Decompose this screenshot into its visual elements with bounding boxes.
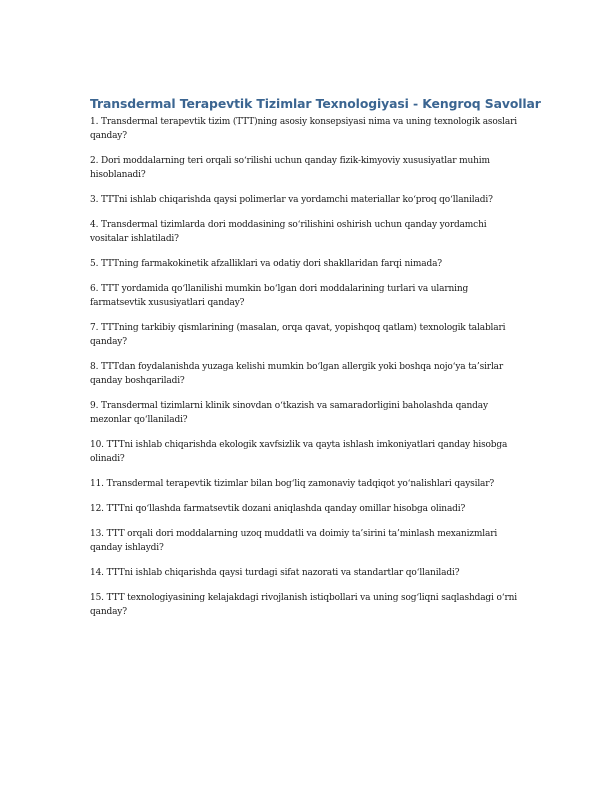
- question-item: 2. Dori moddalarning teri orqali so‘rilishi uchun qanday fizik-kimyoviy xususiyatlar muhim hisoblanadi?: [90, 156, 490, 180]
- document-title: Transdermal Terapevtik Tizimlar Texnologiyasi - Kengroq Savollar: [90, 96, 541, 111]
- question-item: 13. TTT orqali dori moddalarning uzoq muddatli va doimiy ta’sirini ta’minlash mexanizmlari qanday ishlaydi?: [90, 529, 498, 553]
- question-item: 1. Transdermal terapevtik tizim (TTT)ning asosiy konsepsiyasi nima va uning texnologik asoslari qanday?: [90, 117, 517, 141]
- question-item: 3. TTTni ishlab chiqarishda qaysi polimerlar va yordamchi materiallar ko‘proq qo‘llaniladi?: [90, 195, 493, 205]
- question-item: 7. TTTning tarkibiy qismlarining (masalan, orqa qavat, yopishqoq qatlam) texnologik talablari qanday?: [90, 323, 506, 347]
- document-body: [90, 96, 541, 630]
- question-item: 5. TTTning farmakokinetik afzalliklari va odatiy dori shakllaridan farqi nimada?: [90, 259, 442, 269]
- question-item: 4. Transdermal tizimlarda dori moddasining so‘rilishini oshirish uchun qanday yordamchi vositalar ishlatiladi?: [90, 220, 487, 244]
- question-item: 6. TTT yordamida qo‘llanilishi mumkin bo‘lgan dori moddalarining turlari va ularning farmatsevtik xususiyatlari qanday?: [90, 284, 469, 308]
- question-item: 14. TTTni ishlab chiqarishda qaysi turdagi sifat nazorati va standartlar qo‘llaniladi?: [90, 568, 460, 578]
- question-item: 11. Transdermal terapevtik tizimlar bilan bog‘liq zamonaviy tadqiqot yo‘nalishlari qaysilar?: [90, 479, 495, 489]
- question-item: 9. Transdermal tizimlarni klinik sinovdan o‘tkazish va samaradorligini baholashda qanday mezonlar qo‘llaniladi?: [90, 401, 488, 425]
- question-item: 8. TTTdan foydalanishda yuzaga kelishi mumkin bo‘lgan allergik yoki boshqa nojo‘ya ta’sirlar qanday boshqariladi?: [90, 362, 504, 386]
- question-item: 15. TTT texnologiyasining kelajakdagi rivojlanish istiqbollari va uning sog‘liqni saqlashdagi o‘rni qanday?: [90, 593, 517, 617]
- question-item: 10. TTTni ishlab chiqarishda ekologik xavfsizlik va qayta ishlash imkoniyatlari qanday hisobga olinadi?: [90, 440, 508, 464]
- question-item: 12. TTTni qo‘llashda farmatsevtik dozani aniqlashda qanday omillar hisobga olinadi?: [90, 504, 466, 514]
- question-list: [90, 115, 522, 619]
